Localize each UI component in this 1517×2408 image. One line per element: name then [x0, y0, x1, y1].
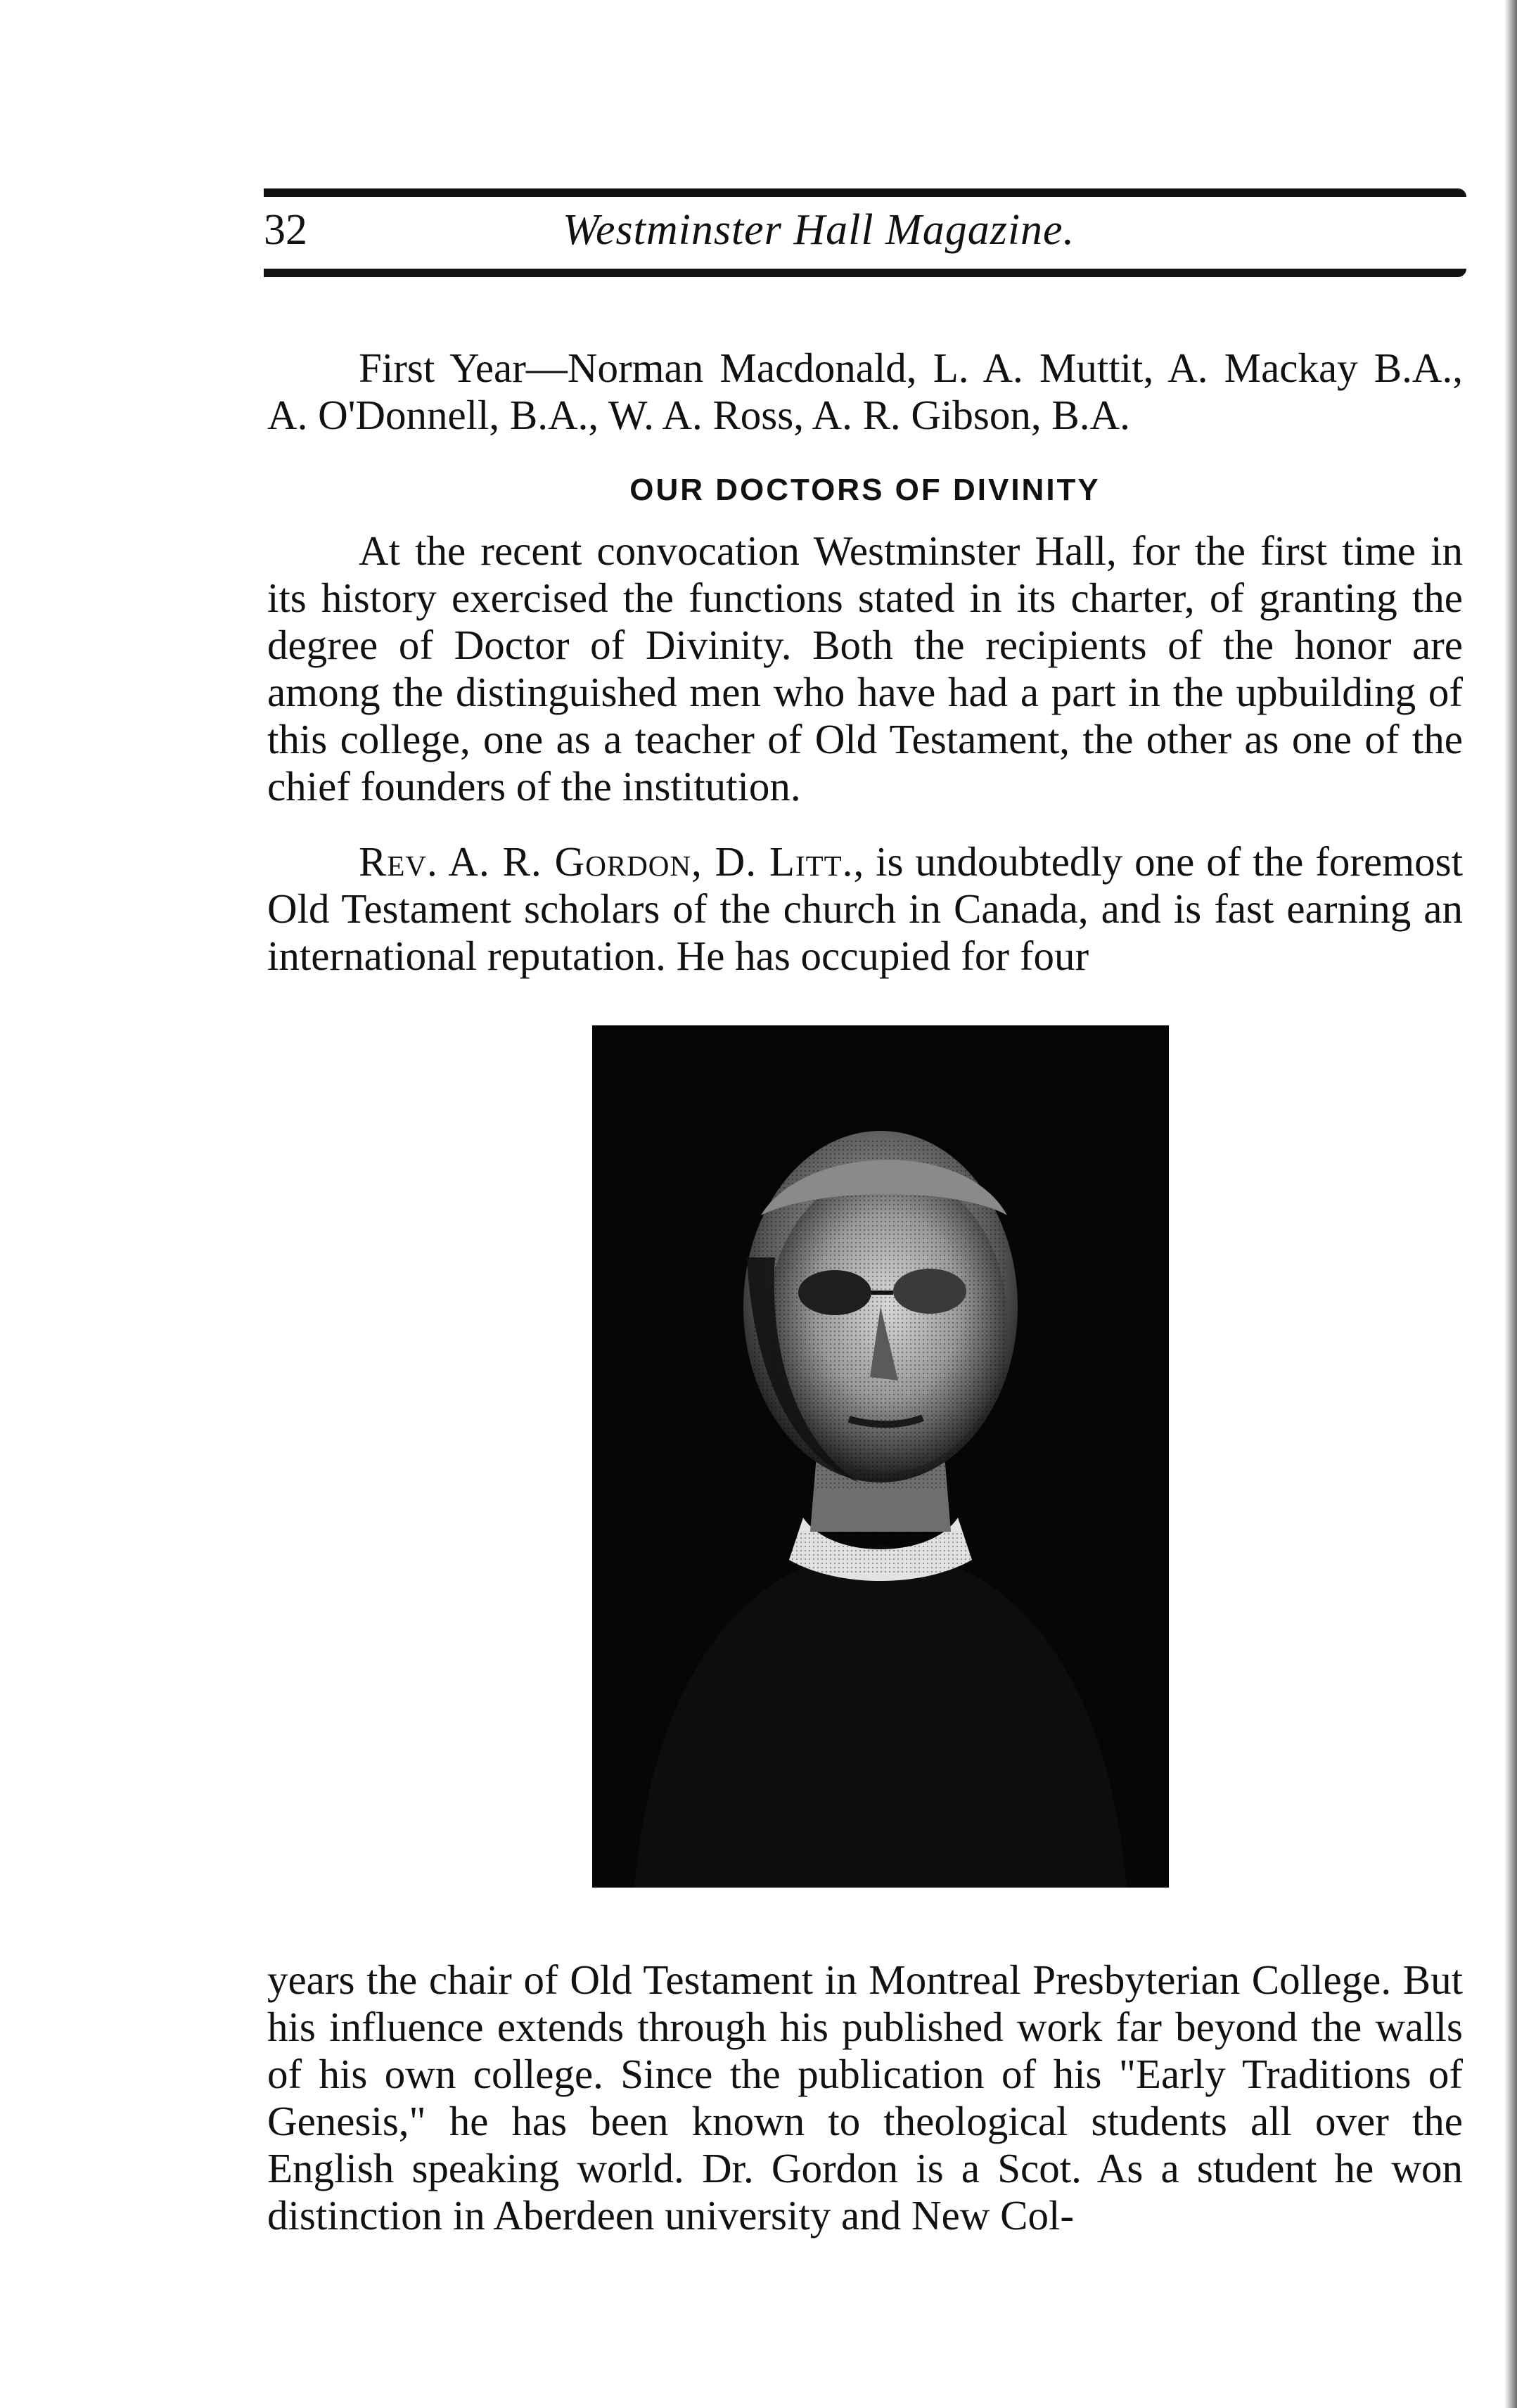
- first-year-text: First Year—Norman Macdonald, L. A. Muttit, A. Mackay B.A., A. O'Donnell, B.A., W. A. Ross, A. R. Gibson, B.A.: [267, 345, 1463, 438]
- running-title: Westminster Hall Magazine.: [563, 206, 1075, 254]
- page-number: 32: [264, 206, 307, 254]
- paragraph-gordon-career: [267, 1956, 1463, 2239]
- paragraph-gordon-intro-text: , is undoubtedly one of the foremost Old Testament scholars of the church in Canada, and is fast earning an international reputation. He has occupied for four: [267, 838, 1463, 979]
- header-rule-bottom: [264, 269, 1466, 277]
- paragraph-gordon-intro: [267, 838, 1463, 980]
- paragraph-convocation: [267, 527, 1463, 810]
- portrait-photo: [592, 1025, 1169, 1888]
- gordon-name: Rev. A. R. Gordon, D. Litt.: [359, 838, 854, 885]
- paragraph-convocation-text: At the recent convocation Westminster Hall, for the first time in its history exercised the functions stated in its charter, of granting the degree of Doctor of Divinity. Both the recipients of the honor are among the distinguished men who have had a part in the upbuilding of this college, one as a teacher of Old Testament, the other as one of the chief founders of the institution.: [267, 527, 1463, 809]
- header-rule-top: [264, 188, 1466, 197]
- scan-edge-shadow: [1504, 0, 1517, 2408]
- portrait-illustration: [592, 1025, 1169, 1888]
- section-heading: OUR DOCTORS OF DIVINITY: [629, 473, 1101, 507]
- first-year-list: [267, 345, 1463, 439]
- paragraph-gordon-career-text: years the chair of Old Testament in Montreal Presbyterian College. But his influence extends through his published work far beyond the walls of his own college. Since the publication of his "Early Traditions of Genesis," he has been known to theological students all over the English speaking world. Dr. Gordon is a Scot. As a student he won distinction in Aberdeen university and New Col-: [267, 1956, 1463, 2239]
